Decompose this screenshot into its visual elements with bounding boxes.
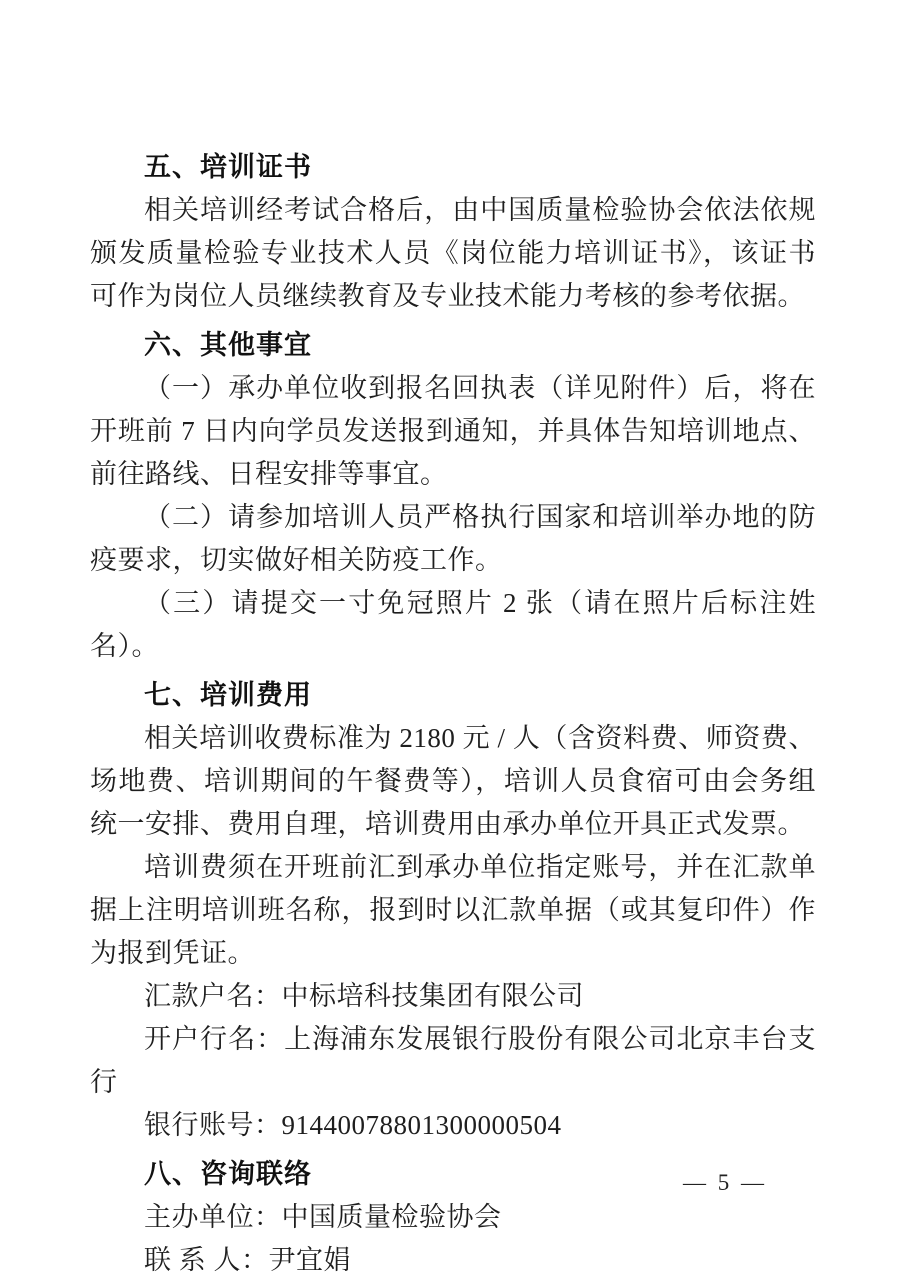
paragraph: （三）请提交一寸免冠照片 2 张（请在照片后标注姓名）。 (90, 588, 816, 661)
document-content (90, 140, 816, 1273)
paragraph: 培训费须在开班前汇到承办单位指定账号，并在汇款单据上注明培训班名称，报到时以汇款单据（或其复印件）作为报到凭证。 (90, 852, 816, 968)
section-heading: 七、培训费用 (144, 680, 312, 710)
field-line: 联 系 人：尹宜娟 (144, 1245, 351, 1273)
section-heading: 六、其他事宜 (144, 330, 312, 360)
page-number: — 5 — (683, 1170, 767, 1195)
paragraph: 相关培训经考试合格后，由中国质量检验协会依法依规颁发质量检验专业技术人员《岗位能力培训证书》，该证书可作为岗位人员继续教育及专业技术能力考核的参考依据。 (90, 195, 816, 311)
paragraph: 相关培训收费标准为 2180 元 / 人（含资料费、师资费、场地费、培训期间的午餐费等），培训人员食宿可由会务组统一安排、费用自理，培训费用由承办单位开具正式发票。 (90, 723, 816, 839)
paragraph: （一）承办单位收到报名回执表（详见附件）后，将在开班前 7 日内向学员发送报到通知，并具体告知培训地点、前往路线、日程安排等事宜。 (90, 373, 816, 489)
field-line: 银行账号：91440078801300000504 (144, 1110, 562, 1140)
field-line: 汇款户名：中标培科技集团有限公司 (144, 981, 584, 1011)
field-line: 主办单位：中国质量检验协会 (144, 1202, 502, 1232)
section-heading: 五、培训证书 (144, 152, 312, 182)
section-heading: 八、咨询联络 (144, 1159, 312, 1189)
paragraph: （二）请参加培训人员严格执行国家和培训举办地的防疫要求，切实做好相关防疫工作。 (90, 502, 816, 575)
field-line: 开户行名：上海浦东发展银行股份有限公司北京丰台支行 (90, 1024, 816, 1097)
